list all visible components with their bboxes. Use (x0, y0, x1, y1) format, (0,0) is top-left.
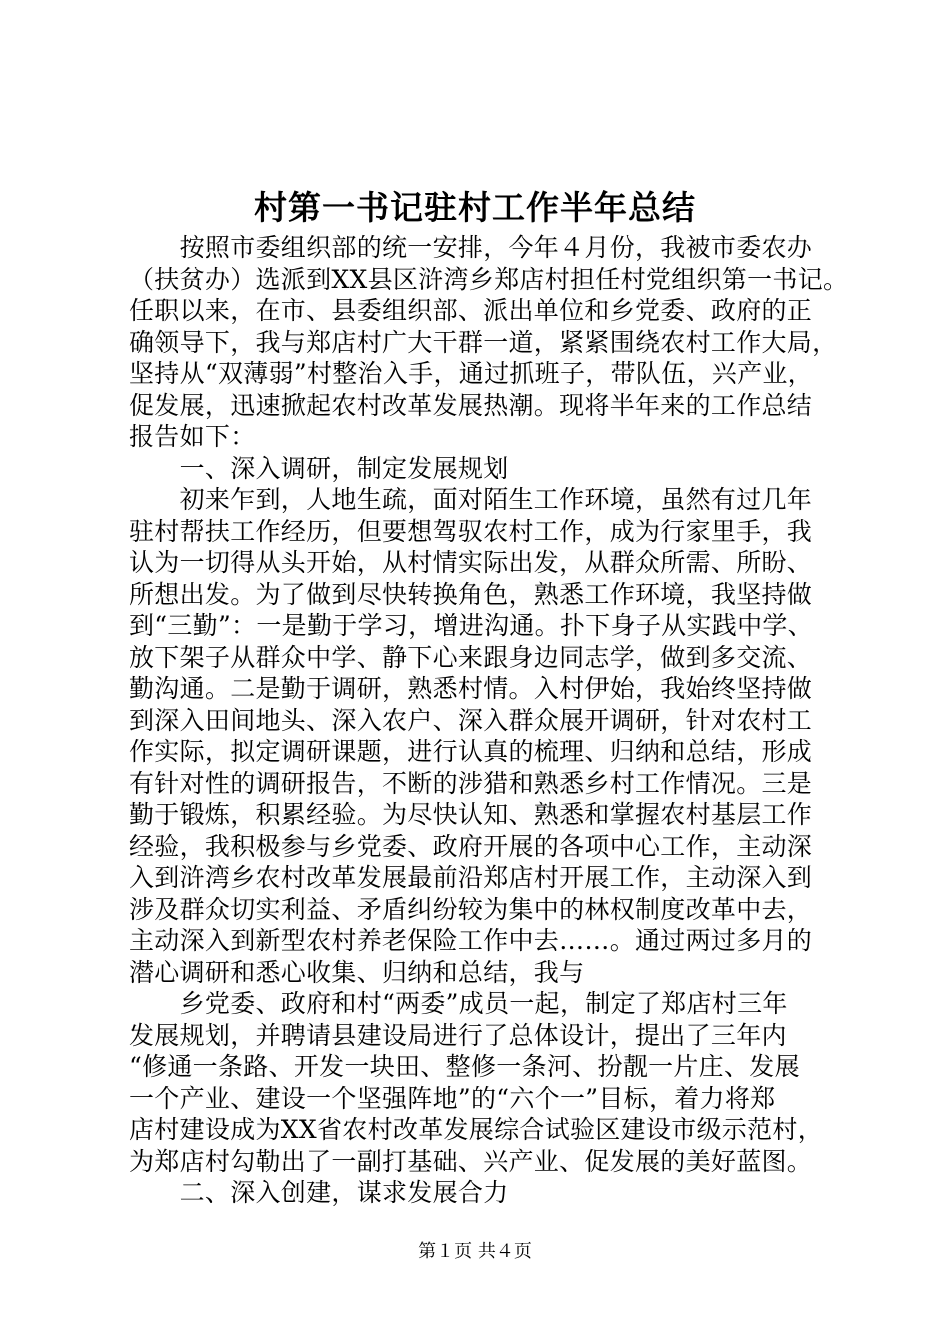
body-line: 勤沟通。二是勤于调研，熟悉村情。入村伊始，我始终坚持做 (129, 674, 813, 703)
body-line: 到“三勤”：一是勤于学习，增进沟通。扑下身子从实践中学、 (129, 611, 813, 640)
document-title: 村第一书记驻村工作半年总结 (254, 188, 696, 227)
section-heading: 一、深入调研，制定发展规划 (129, 453, 509, 483)
body-line: 放下架子从群众中学、静下心来跟身边同志学，做到多交流、 (129, 642, 813, 672)
body-line: 按照市委组织部的统一安排，今年４月份，我被市委农办 (129, 233, 813, 262)
body-line: 作实际，拟定调研课题，进行认真的梳理、归纳和总结，形成 (129, 737, 813, 766)
body-line: 乡党委、政府和村“两委”成员一起，制定了郑店村三年 (129, 989, 788, 1018)
body-line: 有针对性的调研报告，不断的涉猎和熟悉乡村工作情况。三是 (129, 768, 813, 798)
document-body (129, 232, 849, 1209)
body-line: 店村建设成为XX省农村改革发展综合试验区建设市级示范村， (129, 1115, 823, 1144)
body-line: 认为一切得从头开始，从村情实际出发，从群众所需、所盼、 (129, 548, 813, 577)
body-line: （扶贫办）选派到XX县区浒湾乡郑店村担任村党组织第一书记。 (129, 264, 849, 294)
body-line: 坚持从“双薄弱”村整治入手，通过抓班子，带队伍，兴产业， (129, 359, 813, 388)
body-line: “修通一条路、开发一块田、整修一条河、扮靓一片庄、发展 (129, 1052, 800, 1081)
body-line: 促发展，迅速掀起农村改革发展热潮。现将半年来的工作总结 (129, 390, 813, 420)
body-line: 发展规划，并聘请县建设局进行了总体设计，提出了三年内 (129, 1020, 787, 1050)
body-line: 涉及群众切实利益、矛盾纠纷较为集中的林权制度改革中去， (129, 894, 813, 924)
body-line: 一个产业、建设一个坚强阵地”的“六个一”目标，着力将郑 (129, 1083, 776, 1113)
body-line: 勤于锻炼，积累经验。为尽快认知、熟悉和掌握农村基层工作 (129, 800, 813, 829)
body-line: 到深入田间地头、深入农户、深入群众展开调研，针对农村工 (129, 705, 813, 735)
body-line: 入到浒湾乡农村改革发展最前沿郑店村开展工作，主动深入到 (129, 863, 813, 892)
page-footer: 第１页 共４页 (418, 1241, 532, 1262)
body-line: 驻村帮扶工作经历，但要想驾驭农村工作，成为行家里手，我 (129, 516, 813, 546)
body-line: 确领导下，我与郑店村广大干群一道，紧紧围绕农村工作大局， (129, 327, 838, 357)
body-line: 经验，我积极参与乡党委、政府开展的各项中心工作，主动深 (129, 831, 813, 861)
section-heading: 二、深入创建，谋求发展合力 (129, 1178, 509, 1207)
body-line: 任职以来，在市、县委组织部、派出单位和乡党委、政府的正 (129, 296, 813, 325)
body-line: 潜心调研和悉心收集、归纳和总结，我与 (129, 957, 585, 987)
body-line: 报告如下： (129, 422, 256, 451)
body-line: 初来乍到，人地生疏，面对陌生工作环境，虽然有过几年 (129, 485, 813, 514)
body-line: 为郑店村勾勒出了一副打基础、兴产业、促发展的美好蓝图。 (129, 1146, 813, 1176)
body-line: 主动深入到新型农村养老保险工作中去……。通过两过多月的 (129, 926, 813, 955)
body-line: 所想出发。为了做到尽快转换角色，熟悉工作环境，我坚持做 (129, 579, 813, 609)
